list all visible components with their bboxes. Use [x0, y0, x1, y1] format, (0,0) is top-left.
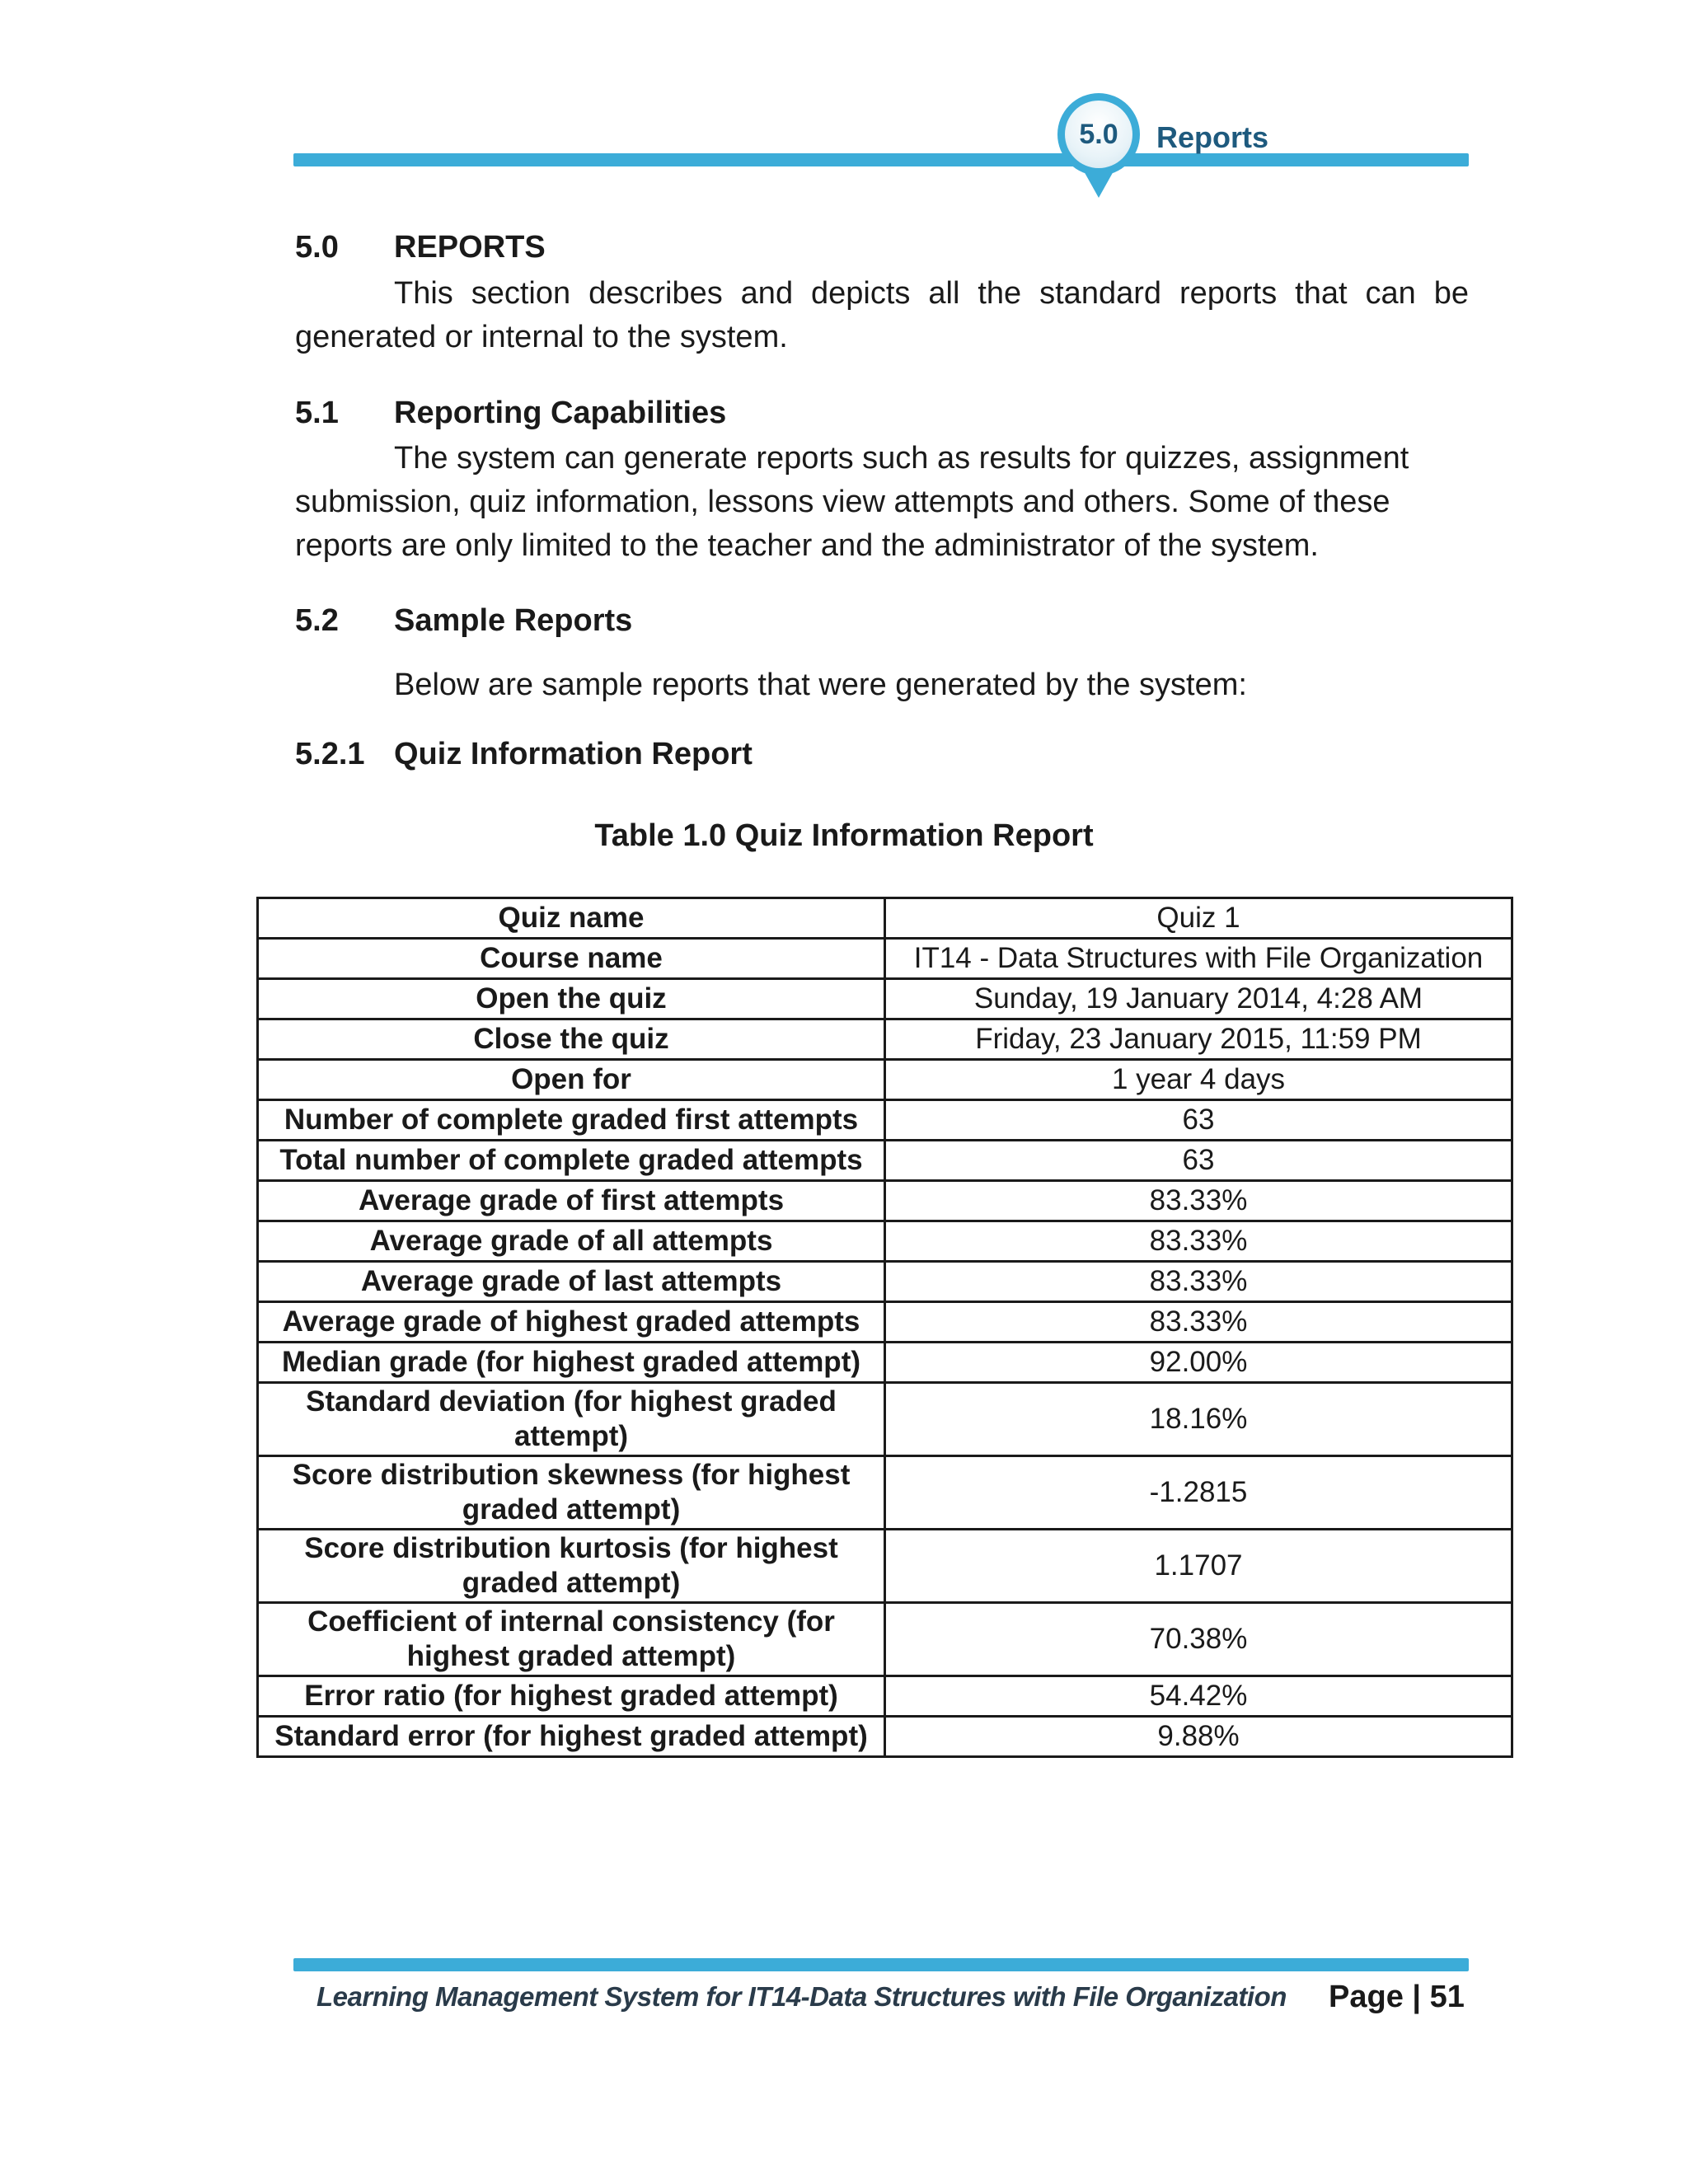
row-value: 92.00%: [885, 1343, 1512, 1383]
row-value: 63: [885, 1100, 1512, 1141]
paragraph-line: This section describes and depicts all the standard reports that can be: [394, 276, 1469, 311]
page-number: Page | 51: [1329, 1980, 1465, 2014]
row-label: Open for: [258, 1060, 885, 1100]
row-label: Score distribution skewness (for highest graded attempt): [258, 1456, 885, 1530]
row-label: Score distribution kurtosis (for highest graded attempt): [258, 1530, 885, 1603]
section-title: REPORTS: [394, 230, 546, 265]
row-label: Average grade of first attempts: [258, 1181, 885, 1221]
row-value: 70.38%: [885, 1603, 1512, 1676]
table-row: [258, 1019, 1512, 1060]
quiz-info-table: [256, 897, 1513, 1758]
paragraph-line: The system can generate reports such as results for quizzes, assignment: [394, 441, 1409, 476]
table-row: [258, 1181, 1512, 1221]
header-badge-number: 5.0: [1079, 118, 1118, 150]
section-paragraph-5-2: Below are sample reports that were generated by the system:: [394, 668, 1247, 702]
table-row: [258, 1343, 1512, 1383]
row-value: 83.33%: [885, 1262, 1512, 1302]
row-value: Sunday, 19 January 2014, 4:28 AM: [885, 979, 1512, 1019]
section-number: 5.1: [295, 396, 339, 430]
row-label: Course name: [258, 939, 885, 979]
row-value: 83.33%: [885, 1302, 1512, 1343]
table-row: [258, 1456, 1512, 1530]
row-label: Standard error (for highest graded attempt): [258, 1717, 885, 1757]
header-title: Reports: [1156, 120, 1269, 154]
row-value: -1.2815: [885, 1456, 1512, 1530]
section-title: Reporting Capabilities: [394, 396, 727, 430]
footer-title: Learning Management System for IT14-Data Structures with File Organization: [316, 1981, 1287, 2012]
section-number: 5.2: [295, 603, 339, 638]
row-label: Total number of complete graded attempts: [258, 1141, 885, 1181]
row-label: Open the quiz: [258, 979, 885, 1019]
table-row: [258, 1100, 1512, 1141]
row-value: Friday, 23 January 2015, 11:59 PM: [885, 1019, 1512, 1060]
table-caption: Table 1.0 Quiz Information Report: [594, 818, 1094, 853]
table-row: [258, 1530, 1512, 1603]
row-label: Median grade (for highest graded attempt): [258, 1343, 885, 1383]
paragraph-line: generated or internal to the system.: [295, 320, 788, 354]
table-row: [258, 1676, 1512, 1717]
row-label: Standard deviation (for highest graded attempt): [258, 1383, 885, 1456]
table-row: [258, 979, 1512, 1019]
table-row: [258, 898, 1512, 939]
table-row: [258, 1262, 1512, 1302]
table-row: [258, 1302, 1512, 1343]
row-label: Average grade of last attempts: [258, 1262, 885, 1302]
row-value: 1.1707: [885, 1530, 1512, 1603]
section-paragraph-5-1: [295, 437, 1469, 568]
row-value: 63: [885, 1141, 1512, 1181]
paragraph-line: reports are only limited to the teacher and the administrator of the system.: [295, 528, 1319, 563]
table-row: [258, 1717, 1512, 1757]
row-value: 83.33%: [885, 1221, 1512, 1262]
row-value: 9.88%: [885, 1717, 1512, 1757]
row-value: IT14 - Data Structures with File Organization: [885, 939, 1512, 979]
row-value: 83.33%: [885, 1181, 1512, 1221]
row-label: Average grade of all attempts: [258, 1221, 885, 1262]
section-number: 5.0: [295, 230, 339, 265]
table-row: [258, 1221, 1512, 1262]
section-title: Sample Reports: [394, 603, 633, 638]
section-number: 5.2.1: [295, 737, 365, 771]
row-label: Coefficient of internal consistency (for highest graded attempt): [258, 1603, 885, 1676]
row-value: 54.42%: [885, 1676, 1512, 1717]
paragraph-line: submission, quiz information, lessons view attempts and others. Some of these: [295, 485, 1390, 519]
table-row: [258, 1060, 1512, 1100]
header-badge: [1057, 93, 1140, 176]
header-bar: [293, 153, 1469, 166]
footer-bar: [293, 1958, 1469, 1971]
table-row: [258, 1383, 1512, 1456]
row-label: Average grade of highest graded attempts: [258, 1302, 885, 1343]
row-label: Error ratio (for highest graded attempt): [258, 1676, 885, 1717]
row-label: Number of complete graded first attempts: [258, 1100, 885, 1141]
row-value: 1 year 4 days: [885, 1060, 1512, 1100]
section-paragraph-5-0: [295, 272, 1469, 359]
table-row: [258, 1603, 1512, 1676]
table-row: [258, 939, 1512, 979]
row-value: 18.16%: [885, 1383, 1512, 1456]
row-value: Quiz 1: [885, 898, 1512, 939]
row-label: Quiz name: [258, 898, 885, 939]
table-row: [258, 1141, 1512, 1181]
row-label: Close the quiz: [258, 1019, 885, 1060]
section-title: Quiz Information Report: [394, 737, 753, 771]
